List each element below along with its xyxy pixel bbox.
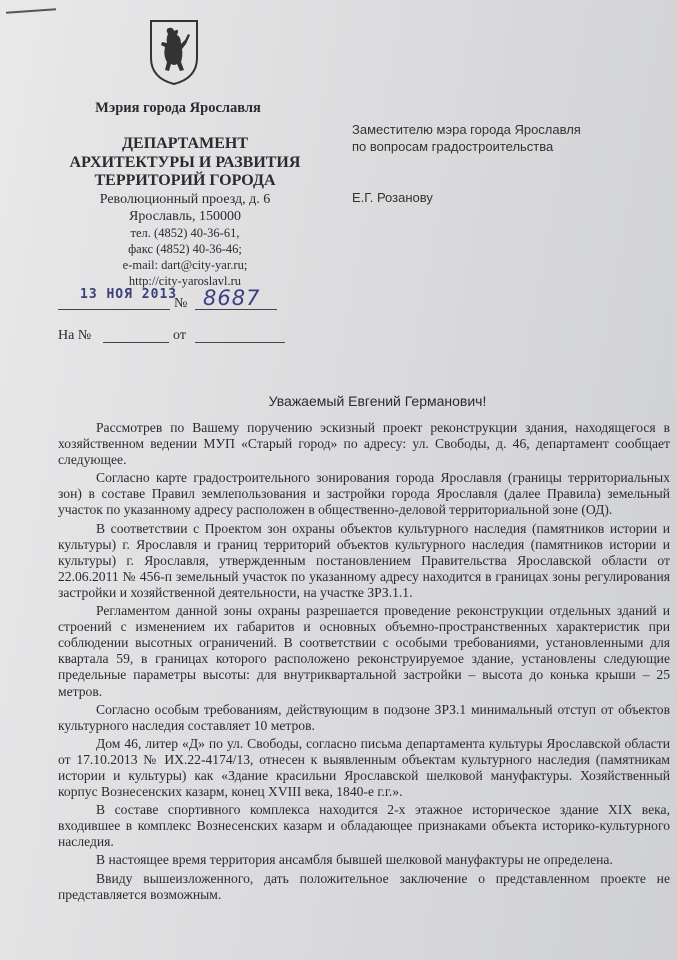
- body-paragraph: В составе спортивного комплекса находится 2-х этажное историческое здание XIX века, входившее в комплекс Вознесенских казарм и обладающее признаками объекта историко-культурного наследия.: [58, 802, 670, 850]
- yaroslavl-bear-coat-of-arms-icon: [148, 18, 200, 86]
- body-paragraph: Рассмотрев по Вашему поручению эскизный проект реконструкции здания, находящегося в хозяйственном ведении МУП «Старый город» по адресу: ул. Свободы, д. 46, департамент сообщает следующее.: [58, 420, 670, 468]
- recipient-block: [352, 122, 581, 155]
- recipient-position-cont: по вопросам градостроительства: [352, 138, 554, 154]
- reply-to-label: На №: [58, 328, 92, 343]
- salutation: Уважаемый Евгений Германович!: [268, 393, 487, 409]
- body-paragraph: Согласно карте градостроительного зонирования города Ярославля (границы территориальных зон) в составе Правил землепользования и застройки города Ярославля (далее Правила) земельный участок по указанному адресу расположен в общественно-деловой территориальной зоне (ОД).: [58, 470, 670, 518]
- email-address: e-mail: dart@city-yar.ru;: [122, 258, 248, 272]
- department-address: [40, 191, 330, 289]
- department-line: АРХИТЕКТУРЫ И РАЗВИТИЯ: [69, 153, 301, 171]
- body-paragraph: В настоящее время территория ансамбля бывшей шелковой мануфактуры не определена.: [96, 852, 613, 868]
- date-underline: [58, 309, 170, 310]
- date-stamp: 13 НОЯ 2013: [80, 287, 178, 302]
- body-paragraph: Согласно особым требованиям, действующим в подзоне ЗРЗ.1 минимальный отступ от объектов культурного наследия составляет 10 метров.: [58, 701, 670, 733]
- pencil-mark: [6, 8, 56, 13]
- body-paragraph: Дом 46, литер «Д» по ул. Свободы, согласно письма департамента культуры Ярославской области от 17.10.2013 № ИХ.22-4174/13, отнесен к выявленным объектам культурного наследия (памятникам истории и культуры) как «Здание красильни Ярославской шелковой мануфактуры. Хозяйственный корпус Вознесенских казарм, конец XVIII века, 1840-е г.г.».: [58, 735, 670, 800]
- department-line: ДЕПАРТАМЕНТ: [122, 135, 248, 152]
- number-underline: [195, 309, 277, 310]
- phone-number: тел. (4852) 40-36-61,: [130, 226, 240, 240]
- reply-date-underline: [195, 342, 285, 343]
- city-hall-heading: Мэрия города Ярославля: [95, 100, 261, 116]
- number-label: №: [174, 296, 188, 311]
- recipient-position: Заместителю мэра города Ярославля: [352, 122, 581, 137]
- recipient-name: Е.Г. Розанову: [352, 190, 433, 205]
- body-paragraph: Ввиду вышеизложенного, дать положительное заключение о представленном проекте не представляется возможным.: [58, 870, 670, 902]
- letter-body: [58, 420, 670, 905]
- body-paragraph: В соответствии с Проектом зон охраны объектов культурного наследия (памятников истории и культуры) г. Ярославля и границ территорий объектов культурного наследия (памятников истории и культуры) г. Ярославля, утвержденным постановлением Правительства Ярославской области от 22.06.2011 № 456-п земельный участок по указанному адресу находится в границах зоны регулирования застройки и хозяйственной деятельности, на участке ЗРЗ.1.1.: [58, 520, 670, 600]
- address-city: Ярославль, 150000: [129, 209, 241, 224]
- website-url: http://city-yaroslavl.ru: [128, 274, 242, 288]
- reply-date-label: от: [173, 328, 186, 343]
- registration-number: 8687: [203, 286, 261, 310]
- department-name: [40, 135, 330, 191]
- reply-number-underline: [103, 342, 169, 343]
- fax-number: факс (4852) 40-36-46;: [128, 242, 242, 256]
- address-street: Революционный проезд, д. 6: [99, 192, 271, 207]
- department-line: ТЕРРИТОРИЙ ГОРОДА: [94, 172, 276, 189]
- body-paragraph: Регламентом данной зоны охраны разрешается проведение реконструкции отдельных зданий и строений с изменением их габаритов и основных объемно-пространственных характеристик при соблюдении высотных ограничений. В соответствии с особыми требованиями, установленными для квартала 59, в границах которого расположено реконструируемое здание, установлены следующие предельные параметры высоты: для внутриквартальной застройки – высота до конька крыши – 25 метров.: [58, 603, 670, 699]
